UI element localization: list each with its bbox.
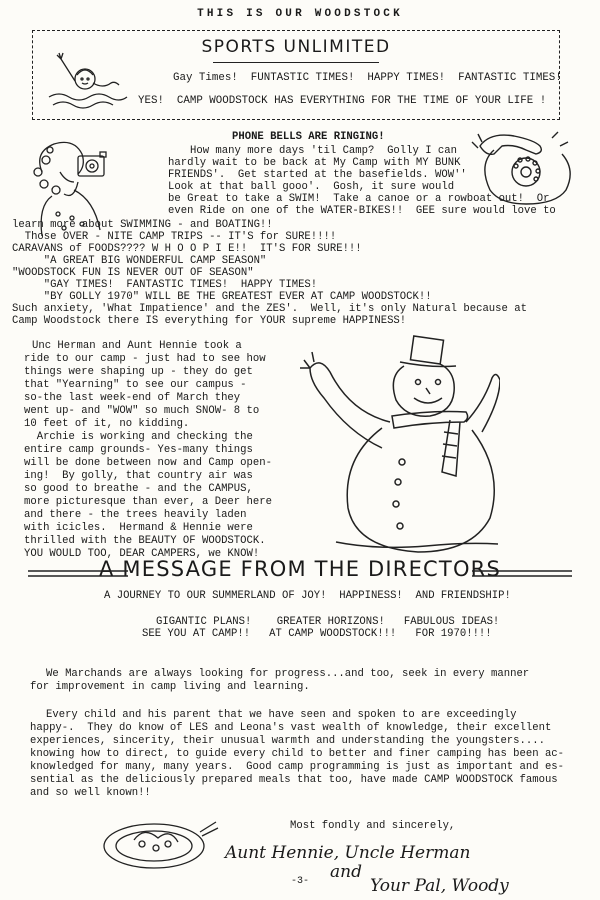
phone-line-4: be Great to take a SWIM! Take a canoe or a rowboat out! Or (168, 193, 550, 205)
sports-banner (32, 30, 560, 120)
phone-line-11: "GAY TIMES! FANTASTIC TIMES! HAPPY TIMES! (12, 279, 318, 291)
directors-slogan-2: SEE YOU AT CAMP!! AT CAMP WOODSTOCK!!! FOR 1970!!!! (142, 628, 492, 640)
phone-line-10: "WOODSTOCK FUN IS NEVER OUT OF SEASON" (12, 267, 254, 279)
visit-line-7: Archie is working and checking the (24, 431, 253, 443)
visit-line-0: Unc Herman and Aunt Hennie took a (32, 340, 242, 352)
para2-line-6: and so well known!! (30, 787, 151, 799)
telephone-icon (470, 128, 580, 206)
header-divider-lines (28, 567, 572, 581)
directors-title: A MESSAGE FROM THE DIRECTORS (98, 557, 501, 581)
banner-line-1: Gay Times! FUNTASTIC TIMES! HAPPY TIMES! FANTASTIC TIMES! (173, 72, 562, 84)
swimmer-illustration (39, 45, 129, 117)
para2-line-0: Every child and his parent that we have seen and spoken to are exceedingly (46, 709, 517, 721)
closing-salutation: Most fondly and sincerely, (290, 820, 456, 832)
page-number: -3- (290, 876, 309, 887)
picnic-plate-illustration (100, 810, 220, 876)
signature-line-3: Your Pal, Woody (370, 876, 509, 896)
directors-subtitle: A JOURNEY TO OUR SUMMERLAND OF JOY! HAPPINESS! AND FRIENDSHIP! (104, 590, 511, 602)
masthead: THIS IS OUR WOODSTOCK (197, 8, 403, 20)
phone-line-2: FRIENDS'. Get started at the basefields. WOW'' (168, 169, 467, 181)
visit-line-13: and there - the trees heavily laden (24, 509, 247, 521)
visit-line-4: so-the last week-end of March they (24, 392, 241, 404)
phone-line-7: Those OVER - NITE CAMP TRIPS -- IT'S for SURE!!!! (12, 231, 337, 243)
directors-slogan-1: GIGANTIC PLANS! GREATER HORIZONS! FABULOUS IDEAS! (156, 616, 500, 628)
phone-line-6: learn more about SWIMMING - and BOATING!! (12, 219, 273, 231)
phone-line-1: hardly wait to be back at My Camp with MY BUNK (168, 157, 461, 169)
visit-line-6: 10 feet of it, no kidding. (24, 418, 190, 430)
phone-line-8: CARAVANS of FOODS???? W H O O P I E!! IT'S FOR SURE!!! (12, 243, 362, 255)
visit-line-2: things were shaping up - they do get (24, 366, 253, 378)
phone-line-9: "A GREAT BIG WONDERFUL CAMP SEASON" (12, 255, 267, 267)
para1-line-1: for improvement in camp living and learning. (30, 681, 310, 693)
para2-line-2: experiences, sincerity, their unusual warmth and understanding the youngsters.... (30, 735, 545, 747)
visit-line-16: YOU WOULD TOO, DEAR CAMPERS, we KNOW! (24, 548, 260, 560)
visit-line-14: with icicles. Hermand & Hennie were (24, 522, 253, 534)
para2-line-3: knowing how to direct, to guide every child to better and finer camping has been ac- (30, 748, 565, 760)
para2-line-5: sential as the deliciously prepared meals that too, have made CAMP WOODSTOCK famous (30, 774, 558, 786)
phone-section-heading: PHONE BELLS ARE RINGING! (232, 131, 385, 143)
signature-line-2: and (330, 862, 362, 882)
phone-line-0: How many more days 'til Camp? Golly I can (190, 145, 458, 157)
para1-line-0: We Marchands are always looking for progress...and too, seek in every manner (46, 668, 530, 680)
para2-line-4: knowledged for many, many years. Good camp programming is just as important and es- (30, 761, 565, 773)
visit-line-8: entire camp grounds- Yes-many things (24, 444, 253, 456)
para2-line-1: happy-. They do know of LES and Leona's vast wealth of knowledge, their excellent (30, 722, 552, 734)
banner-title: SPORTS UNLIMITED (33, 37, 559, 57)
visit-line-15: thrilled with the BEAUTY OF WOODSTOCK. (24, 535, 266, 547)
phone-line-13: Such anxiety, 'What Impatience' and the ZES'. Well, it's only Natural because at (12, 303, 527, 315)
visit-line-3: that "Yearning" to see our campus - (24, 379, 247, 391)
visit-line-12: more picturesque than ever, a Deer here (24, 496, 272, 508)
banner-line-2: YES! CAMP WOODSTOCK HAS EVERYTHING FOR THE TIME OF YOUR LIFE ! (138, 95, 547, 107)
visit-line-11: so good to breathe - and the CAMPUS, (24, 483, 253, 495)
phone-line-3: Look at that ball gooo'. Gosh, it sure would (168, 181, 455, 193)
visit-line-5: went up- and "WOW" so much SNOW- 8 to (24, 405, 260, 417)
visit-line-1: ride to our camp - just had to see how (24, 353, 266, 365)
snowman-illustration (300, 332, 500, 557)
phone-line-14: Camp Woodstock there IS everything for YOUR supreme HAPPINESS! (12, 315, 407, 327)
visit-line-9: will be done between now and Camp open- (24, 457, 272, 469)
phone-line-12: "BY GOLLY 1970" WILL BE THE GREATEST EVER AT CAMP WOODSTOCK!! (12, 291, 432, 303)
directors-header (0, 557, 600, 587)
signature-line-1: Aunt Hennie, Uncle Herman (225, 843, 471, 863)
phone-line-5: even Ride on one of the WATER-BIKES!! GEE sure would love to (168, 205, 556, 217)
visit-line-10: ing! By golly, that country air was (24, 470, 253, 482)
